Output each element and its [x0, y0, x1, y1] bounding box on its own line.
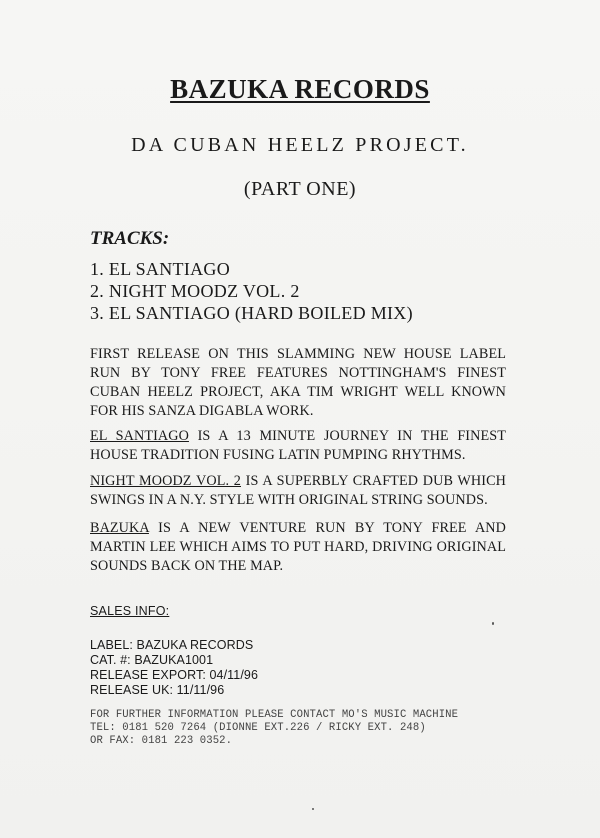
bazuka-underlined: BAZUKA [90, 520, 149, 536]
el-santiago-underlined: EL SANTIAGO [90, 428, 189, 444]
sales-info-line: CAT. #: BAZUKA1001 [90, 653, 214, 667]
track-item: 2. NIGHT MOODZ VOL. 2 [90, 281, 300, 301]
label-title: BAZUKA RECORDS [170, 74, 430, 104]
bazuka-paragraph [90, 519, 506, 576]
bazuka-text: IS A NEW VENTURE RUN BY TONY FREE AND MARTIN LEE WHICH AIMS TO PUT HARD, DRIVING ORIGINAL SOUNDS BACK ON THE MAP. [90, 520, 506, 574]
sales-info-line: RELEASE EXPORT: 04/11/96 [90, 668, 259, 682]
paper-speck [492, 622, 494, 625]
intro-paragraph: FIRST RELEASE ON THIS SLAMMING NEW HOUSE LABEL RUN BY TONY FREE FEATURES NOTTINGHAM'S FINEST CUBAN HEELZ PROJECT, AKA TIM WRIGHT WELL KNOWN FOR HIS SANZA DIGABLA WORK. [90, 346, 506, 419]
sales-info-line: LABEL: BAZUKA RECORDS [90, 638, 254, 652]
sales-info-list [90, 638, 258, 698]
part-label: (PART ONE) [243, 178, 357, 200]
sales-info-line: RELEASE UK: 11/11/96 [90, 683, 225, 697]
el-santiago-paragraph [90, 427, 506, 465]
track-list [90, 258, 413, 324]
contact-line: OR FAX: 0181 223 0352. [90, 735, 233, 747]
project-subtitle: DA CUBAN HEELZ PROJECT. [131, 134, 469, 156]
track-item: 1. EL SANTIAGO [90, 259, 231, 279]
night-moodz-underlined: NIGHT MOODZ VOL. 2 [90, 473, 241, 489]
el-santiago-text: IS A 13 MINUTE JOURNEY IN THE FINEST HOUSE TRADITION FUSING LATIN PUMPING RHYTHMS. [90, 428, 507, 463]
sales-info-heading: SALES INFO: [90, 604, 170, 618]
tracks-heading: TRACKS: [90, 228, 170, 249]
night-moodz-text: IS A SUPERBLY CRAFTED DUB WHICH SWINGS IN A N.Y. STYLE WITH ORIGINAL STRING SOUNDS. [90, 473, 507, 508]
track-item: 3. EL SANTIAGO (HARD BOILED MIX) [90, 303, 413, 323]
contact-block [90, 709, 458, 748]
contact-line: TEL: 0181 520 7264 (DIONNE EXT.226 / RICKY EXT. 248) [90, 722, 426, 734]
paper-speck [312, 808, 314, 810]
contact-line: FOR FURTHER INFORMATION PLEASE CONTACT MO'S MUSIC MACHINE [90, 709, 459, 721]
night-moodz-paragraph [90, 472, 506, 510]
